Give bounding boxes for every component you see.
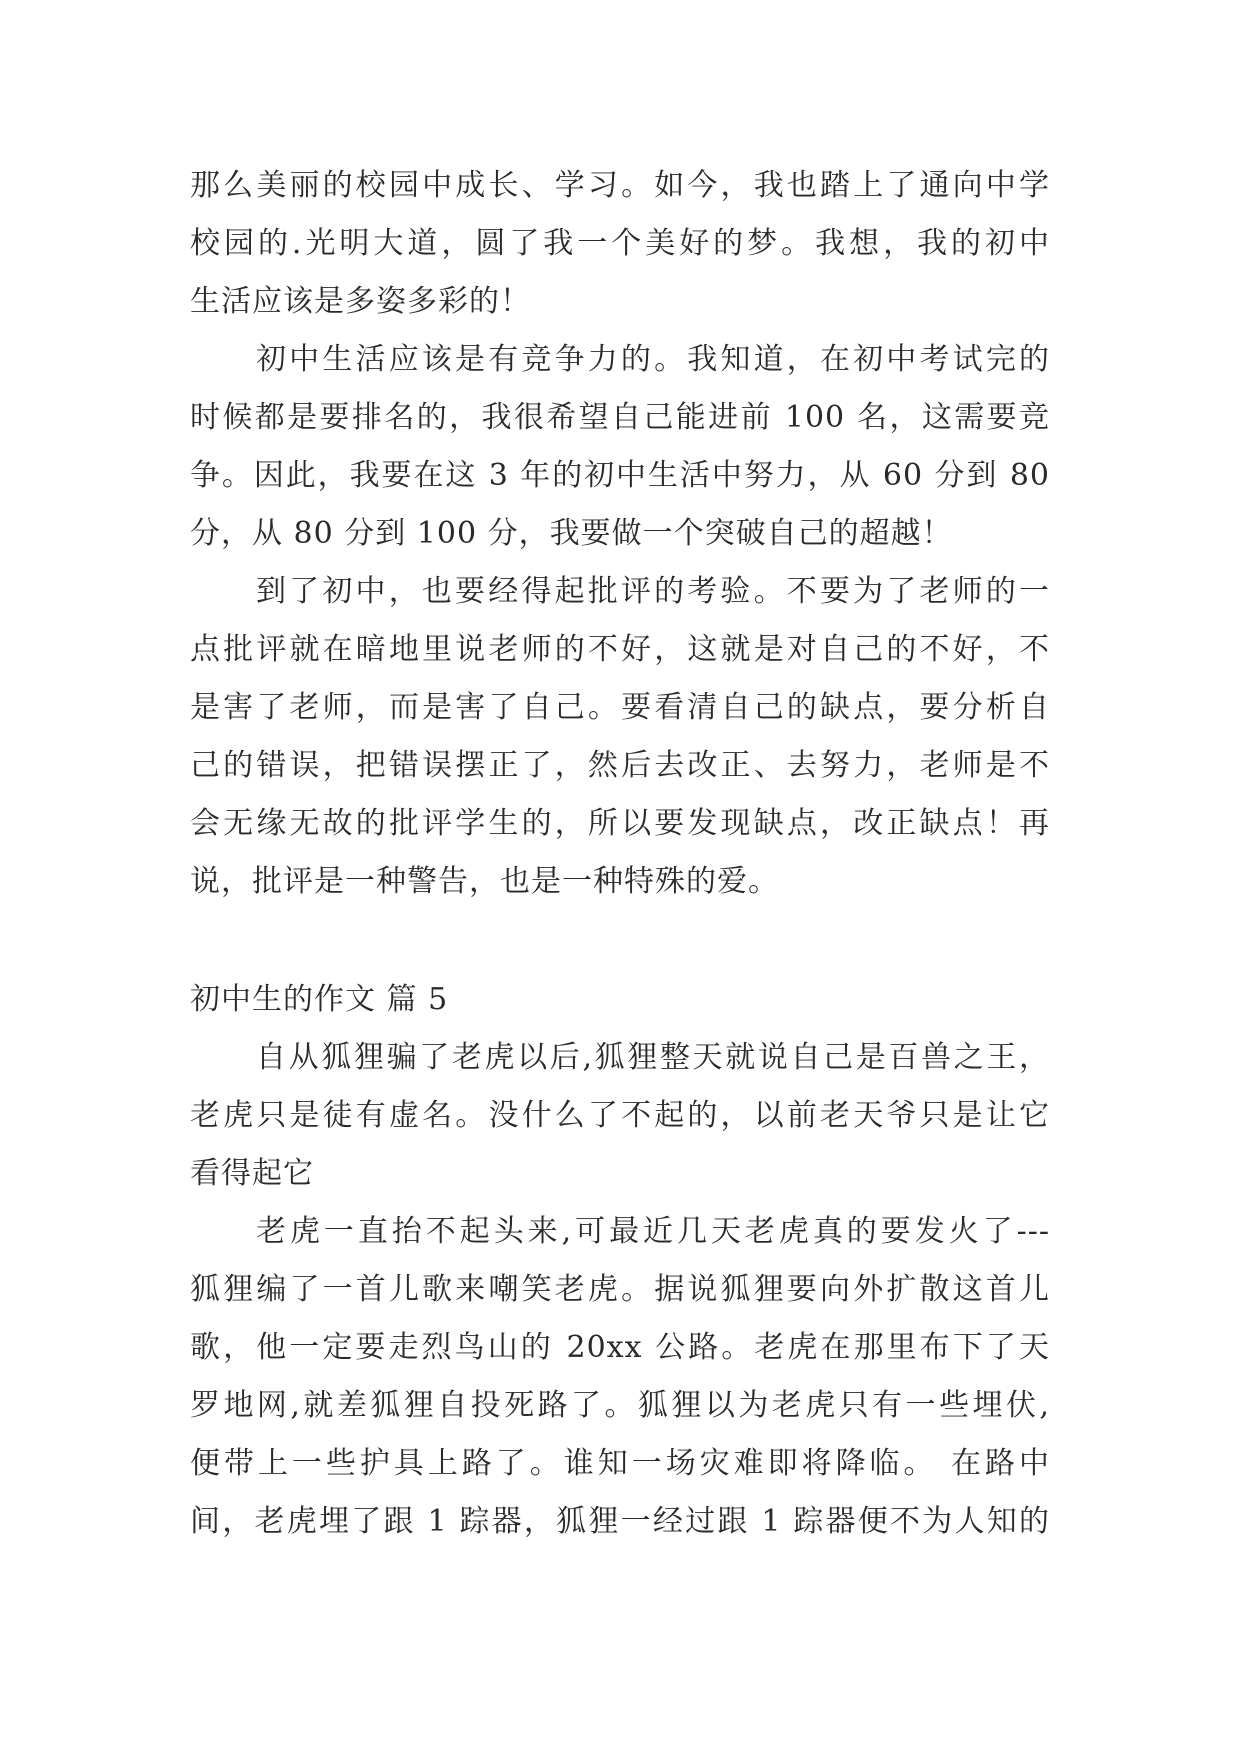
- paragraph-first-line: 老虎一直抬不起头来,可最近几天老虎真的要发火了---: [256, 1214, 1050, 1249]
- section-heading: 初中生的作文 篇 5: [190, 982, 449, 1017]
- text-line: 歌，他一定要走烈鸟山的 20xx 公路。老虎在那里布下了天: [190, 1330, 1050, 1365]
- text-line: 校园的.光明大道，圆了我一个美好的梦。我想，我的初中: [190, 226, 1050, 261]
- text-line: 老虎只是徒有虚名。没什么了不起的，以前老天爷只是让它: [190, 1098, 1050, 1133]
- paragraph-first-line: 自从狐狸骗了老虎以后,狐狸整天就说自己是百兽之王，: [256, 1040, 1050, 1075]
- text-line: 分，从 80 分到 100 分，我要做一个突破自己的超越！: [190, 516, 953, 551]
- text-line: 那么美丽的校园中成长、学习。如今，我也踏上了通向中学: [190, 168, 1050, 203]
- text-line: 己的错误，把错误摆正了，然后去改正、去努力，老师是不: [190, 748, 1050, 783]
- text-line: 会无缘无故的批评学生的，所以要发现缺点，改正缺点！再: [190, 806, 1050, 841]
- text-line: 点批评就在暗地里说老师的不好，这就是对自己的不好，不: [190, 632, 1050, 667]
- paragraph-first-line: 到了初中，也要经得起批评的考验。不要为了老师的一: [256, 574, 1050, 609]
- text-line: 狐狸编了一首儿歌来嘲笑老虎。据说狐狸要向外扩散这首儿: [190, 1272, 1050, 1307]
- text-line: 说，批评是一种警告，也是一种特殊的爱。: [190, 864, 779, 899]
- text-line: 时候都是要排名的，我很希望自己能进前 100 名，这需要竞: [190, 400, 1050, 435]
- text-line: 罗地网,就差狐狸自投死路了。狐狸以为老虎只有一些埋伏,: [190, 1388, 1050, 1423]
- text-line: 生活应该是多姿多彩的！: [190, 284, 531, 319]
- text-line: 便带上一些护具上路了。谁知一场灾难即将降临。 在路中: [190, 1446, 1050, 1481]
- text-line: 看得起它: [190, 1156, 314, 1191]
- paragraph-first-line: 初中生活应该是有竞争力的。我知道，在初中考试完的: [256, 342, 1050, 377]
- text-line: 争。因此，我要在这 3 年的初中生活中努力，从 60 分到 80: [190, 458, 1050, 493]
- text-line: 是害了老师，而是害了自己。要看清自己的缺点，要分析自: [190, 690, 1050, 725]
- text-line: 间，老虎埋了跟 1 踪器，狐狸一经过跟 1 踪器便不为人知的: [190, 1504, 1050, 1539]
